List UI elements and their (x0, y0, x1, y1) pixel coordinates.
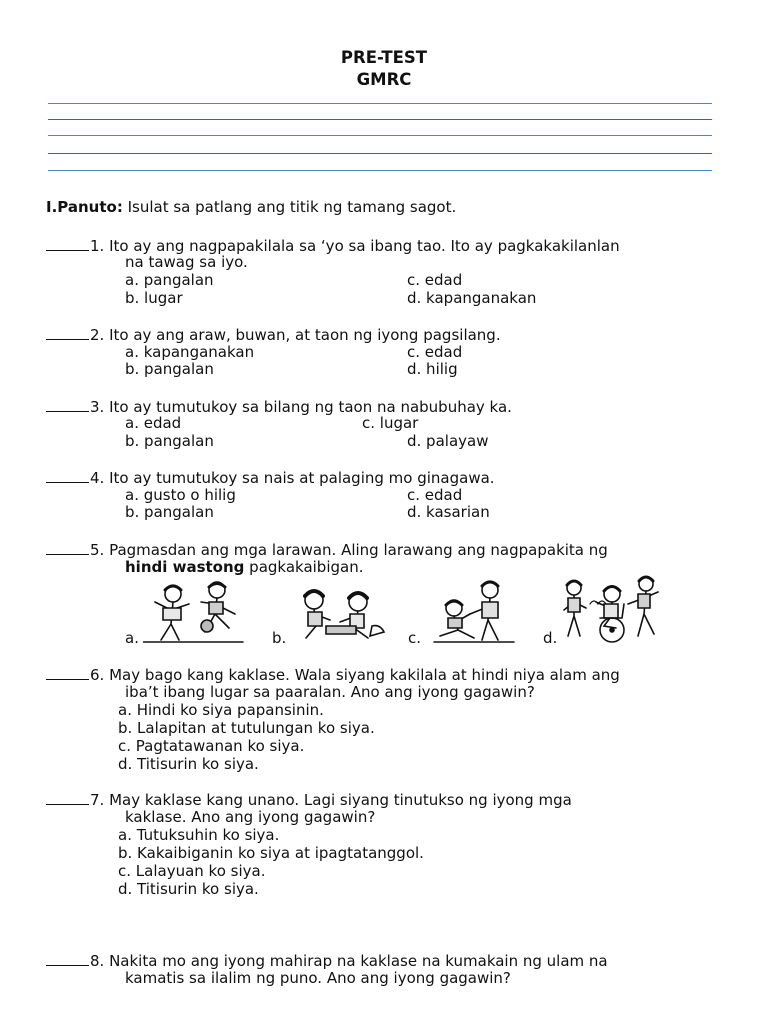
question-3 (46, 397, 512, 416)
question-text-cont: kamatis sa ilalim ng puno. Ano ang iyong gagawin? (125, 969, 511, 987)
ruled-line-blue (48, 135, 712, 136)
question-7 (46, 790, 572, 809)
question-text-rest: pagkakaibigan. (244, 558, 364, 576)
answer-blank[interactable] (46, 790, 89, 805)
choice-b: b. Kakaibiganin ko siya at ipagtatanggol. (118, 844, 424, 862)
choice-a: a. gusto o hilig (125, 486, 236, 504)
answer-blank[interactable] (46, 236, 89, 251)
question-5 (46, 540, 608, 559)
answer-blank[interactable] (46, 540, 89, 555)
choice-a: a. pangalan (125, 271, 214, 289)
emphasis-text: hindi wastong (125, 558, 245, 576)
answer-blank[interactable] (46, 665, 89, 680)
ruled-line-red (48, 119, 712, 120)
answer-blank[interactable] (46, 951, 89, 966)
question-text-cont (125, 558, 363, 576)
choice-b: b. pangalan (125, 360, 214, 378)
choice-d: d. kasarian (407, 503, 490, 521)
choice-d: d. Titisurin ko siya. (118, 755, 259, 773)
picture-choice-c-label: c. (408, 629, 422, 647)
question-text-cont: iba’t ibang lugar sa paaralan. Ano ang iyong gagawin? (125, 683, 535, 701)
question-text-cont: kaklase. Ano ang iyong gagawin? (125, 808, 376, 826)
choice-c: c. Lalayuan ko siya. (118, 862, 266, 880)
choice-c: c. edad (407, 271, 463, 289)
instruction-text: Isulat sa patlang ang titik ng tamang sagot. (122, 198, 457, 216)
question-text: 8. Nakita mo ang iyong mahirap na kaklase na kumakain ng ulam na (90, 952, 608, 970)
picture-choice-d-label: d. (543, 629, 558, 647)
choice-d: d. hilig (407, 360, 458, 378)
page-title: PRE-TEST (340, 48, 428, 67)
picture-kids-fighting (143, 580, 251, 644)
answer-blank[interactable] (46, 397, 89, 412)
choice-b: b. pangalan (125, 432, 214, 450)
choice-a: a. Hindi ko siya papansinin. (118, 701, 324, 719)
choice-a: a. Tutuksuhin ko siya. (118, 826, 280, 844)
question-text: 2. Ito ay ang araw, buwan, at taon ng iyong pagsilang. (90, 326, 501, 344)
choice-b: b. Lalapitan at tutulungan ko siya. (118, 719, 375, 737)
choice-b: b. pangalan (125, 503, 214, 521)
question-8 (46, 951, 608, 970)
question-text: 7. May kaklase kang unano. Lagi siyang tinutukso ng iyong mga (90, 791, 572, 809)
choice-a: a. edad (125, 414, 182, 432)
picture-choice-b-label: b. (272, 629, 287, 647)
choice-c: c. edad (407, 486, 463, 504)
choice-a: a. kapanganakan (125, 343, 255, 361)
ruled-line-blue (48, 103, 712, 104)
choice-c: c. Pagtatawanan ko siya. (118, 737, 305, 755)
question-text: 3. Ito ay tumutukoy sa bilang ng taon na nabubuhay ka. (90, 398, 512, 416)
choice-d: d. Titisurin ko siya. (118, 880, 259, 898)
choice-b: b. lugar (125, 289, 183, 307)
choice-c: c. edad (407, 343, 463, 361)
choice-c: c. lugar (362, 414, 419, 432)
choice-d: d. palayaw (407, 432, 489, 450)
picture-kids-with-wheelchair (560, 574, 664, 646)
picture-choice-a-label: a. (125, 629, 139, 647)
question-text-cont: na tawag sa iyo. (125, 253, 248, 271)
choice-d: d. kapanganakan (407, 289, 537, 307)
question-text: 1. Ito ay ang nagpapakilala sa ‘yo sa ibang tao. Ito ay pagkakakilanlan (90, 237, 620, 255)
question-4 (46, 468, 495, 487)
question-text: 5. Pagmasdan ang mga larawan. Aling larawang ang nagpapakita ng (90, 541, 608, 559)
picture-kids-sharing (292, 586, 388, 640)
question-text: 6. May bago kang kaklase. Wala siyang kakilala at hindi niya alam ang (90, 666, 620, 684)
instruction (46, 198, 456, 216)
ruled-line-red (48, 153, 712, 154)
question-2 (46, 325, 501, 344)
page-subtitle: GMRC (356, 70, 412, 89)
answer-blank[interactable] (46, 325, 89, 340)
ruled-line-blue (48, 170, 712, 171)
answer-blank[interactable] (46, 468, 89, 483)
picture-kid-helping-fallen (430, 578, 520, 644)
question-6 (46, 665, 620, 684)
instruction-label: I.Panuto: (46, 198, 123, 216)
question-text: 4. Ito ay tumutukoy sa nais at palaging mo ginagawa. (90, 469, 495, 487)
